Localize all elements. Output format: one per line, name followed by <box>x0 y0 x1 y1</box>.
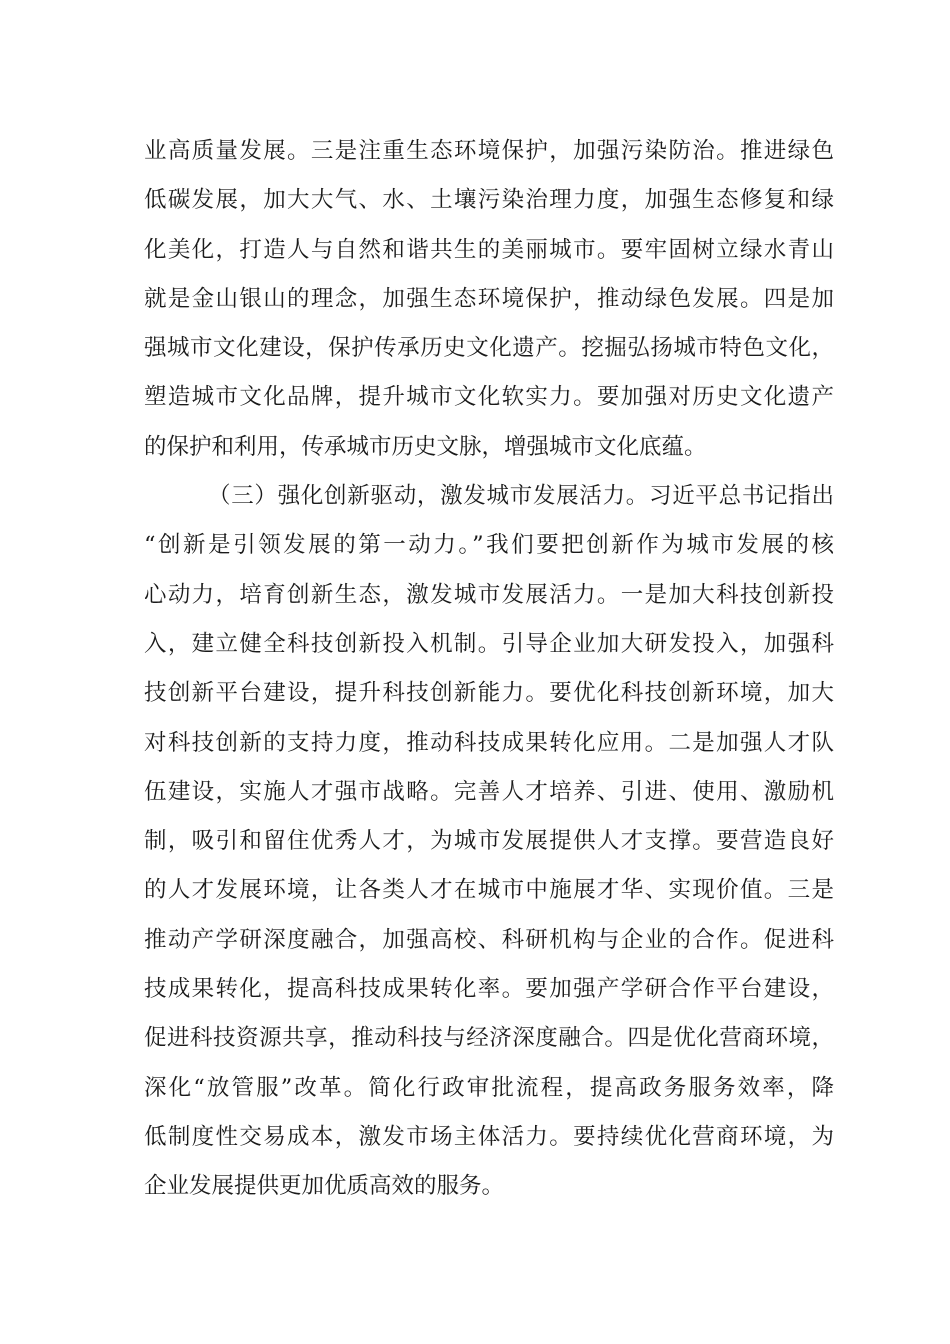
paragraph-line: 强城市文化建设，保护传承历史文化遗产。挖掘弘扬城市特色文化， <box>144 335 834 362</box>
paragraph-line: 低碳发展，加大大气、水、土壤污染治理力度，加强生态修复和绿 <box>144 187 834 214</box>
paragraph-line: 深化“放管服”改革。简化行政审批流程，提高政务服务效率，降 <box>144 1074 834 1101</box>
paragraph-innovation-drive <box>144 472 834 1211</box>
paragraph-line: 就是金山银山的理念，加强生态环境保护，推动绿色发展。四是加 <box>144 285 834 312</box>
paragraph-line: 塑造城市文化品牌，提升城市文化软实力。要加强对历史文化遗产 <box>144 384 834 411</box>
document-body <box>144 127 834 1212</box>
section-heading-line: （三）强化创新驱动，激发城市发展活力。习近平总书记指出 <box>208 483 834 510</box>
paragraph-line: 伍建设，实施人才强市战略。完善人才培养、引进、使用、激励机 <box>144 778 834 805</box>
paragraph-line: 推动产学研深度融合，加强高校、科研机构与企业的合作。促进科 <box>144 926 834 953</box>
paragraph-line: 的人才发展环境，让各类人才在城市中施展才华、实现价值。三是 <box>144 877 834 904</box>
paragraph-line: 心动力，培育创新生态，激发城市发展活力。一是加大科技创新投 <box>144 581 834 608</box>
paragraph-line: “创新是引领发展的第一动力。”我们要把创新作为城市发展的核 <box>144 532 834 559</box>
paragraph-line: 对科技创新的支持力度，推动科技成果转化应用。二是加强人才队 <box>144 729 834 756</box>
paragraph-line: 的保护和利用，传承城市历史文脉，增强城市文化底蕴。 <box>144 433 707 460</box>
paragraph-ecology-culture <box>144 127 834 472</box>
paragraph-line: 制，吸引和留住优秀人才，为城市发展提供人才支撑。要营造良好 <box>144 828 834 855</box>
paragraph-line: 促进科技资源共享，推动科技与经济深度融合。四是优化营商环境， <box>144 1025 834 1052</box>
paragraph-line: 低制度性交易成本，激发市场主体活力。要持续优化营商环境，为 <box>144 1123 834 1150</box>
paragraph-line: 企业发展提供更加优质高效的服务。 <box>144 1173 505 1200</box>
paragraph-line: 技成果转化，提高科技成果转化率。要加强产学研合作平台建设， <box>144 976 834 1003</box>
paragraph-line: 化美化，打造人与自然和谐共生的美丽城市。要牢固树立绿水青山 <box>144 236 834 263</box>
paragraph-line: 入，建立健全科技创新投入机制。引导企业加大研发投入，加强科 <box>144 630 834 657</box>
paragraph-line: 技创新平台建设，提升科技创新能力。要优化科技创新环境，加大 <box>144 680 834 707</box>
paragraph-line: 业高质量发展。三是注重生态环境保护，加强污染防治。推进绿色 <box>144 138 834 164</box>
